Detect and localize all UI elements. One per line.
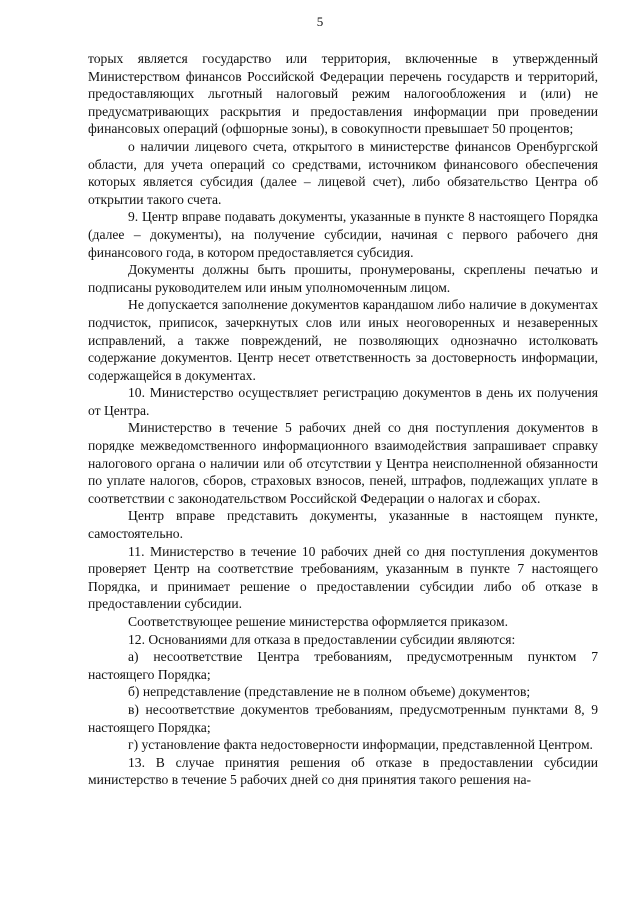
paragraph-clause-11: 11. Министерство в течение 10 рабочих дней со дня поступления документов проверяет Центр на соответствие требованиям, указанным в пункте 7 настоящего Порядка, и принимает решение о предоставлении субсидии либо об отказе в предоставлении субсидии.: [88, 543, 598, 612]
paragraph-self-submit: Центр вправе представить документы, указанные в настоящем пункте, самостоятельно.: [88, 508, 598, 542]
paragraph-account: о наличии лицевого счета, открытого в министерстве финансов Оренбургской области, для учета операций со средствами, источником финансового обеспечения которых является субсидия (далее – лицевой счет), либо обязательство Центра об открытии такого счета.: [88, 138, 598, 207]
list-item-a: а) несоответствие Центра требованиям, предусмотренным пунктом 7 настоящего Порядка;: [88, 649, 598, 682]
paragraph-clause-13: 13. В случае принятия решения об отказе в предоставлении субсидии министерство в течение 5 рабочих дней со дня принятия такого решения на-: [88, 754, 598, 788]
paragraph-documents-bound: Документы должны быть прошиты, пронумерованы, скреплены печатью и подписаны руководителем или иным уполномоченным лицом.: [88, 262, 598, 295]
list-item-b: б) непредставление (представление не в полном объеме) документов;: [128, 684, 531, 700]
paragraph-order: Соответствующее решение министерства оформляется приказом.: [128, 614, 508, 629]
paragraph-clause-10: 10. Министерство осуществляет регистрацию документов в день их получения от Центра.: [88, 385, 598, 418]
paragraph-no-pencil: Не допускается заполнение документов карандашом либо наличие в документах подчисток, приписок, зачеркнутых слов или иных неоговоренных и незаверенных исправлений, а также повреждений, не позволяющих однозначно истолковать содержание документов. Центр несет ответственность за достоверность информации, содержащейся в документах.: [88, 297, 598, 383]
page-number: 5: [316, 14, 324, 29]
paragraph-clause-9: 9. Центр вправе подавать документы, указанные в пункте 8 настоящего Порядка (далее – документы), на получение субсидии, начиная с первого рабочего дня финансового года, в котором предоставляется субсидия.: [88, 209, 598, 260]
paragraph-tax-request: Министерство в течение 5 рабочих дней со дня поступления документов в порядке межведомственного информационного взаимодействия запрашивает справку налогового органа о наличии или об отсутствии у Центра неисполненной обязанности по уплате налогов, сборов, страховых взносов, пеней, штрафов, подлежащих уплате в соответствии с законодательством Российской Федерации о налогах и сборах.: [88, 420, 598, 506]
document-body: [88, 50, 598, 789]
paragraph-continuation: торых является государство или территория, включенные в утвержденный Министерством финансов Российской Федерации перечень государств и территорий, предоставляющих льготный налоговый режим налогообложения и (или) не предусматривающих раскрытия и предоставления информации при проведении финансовых операций (офшорные зоны), в совокупности превышает 50 процентов;: [88, 51, 598, 137]
paragraph-clause-12: 12. Основаниями для отказа в предоставлении субсидии являются:: [128, 631, 516, 647]
list-item-v: в) несоответствие документов требованиям, предусмотренным пунктами 8, 9 настоящего Порядка;: [88, 701, 598, 735]
list-item-g: г) установление факта недостоверности информации, представленной Центром.: [128, 737, 593, 753]
